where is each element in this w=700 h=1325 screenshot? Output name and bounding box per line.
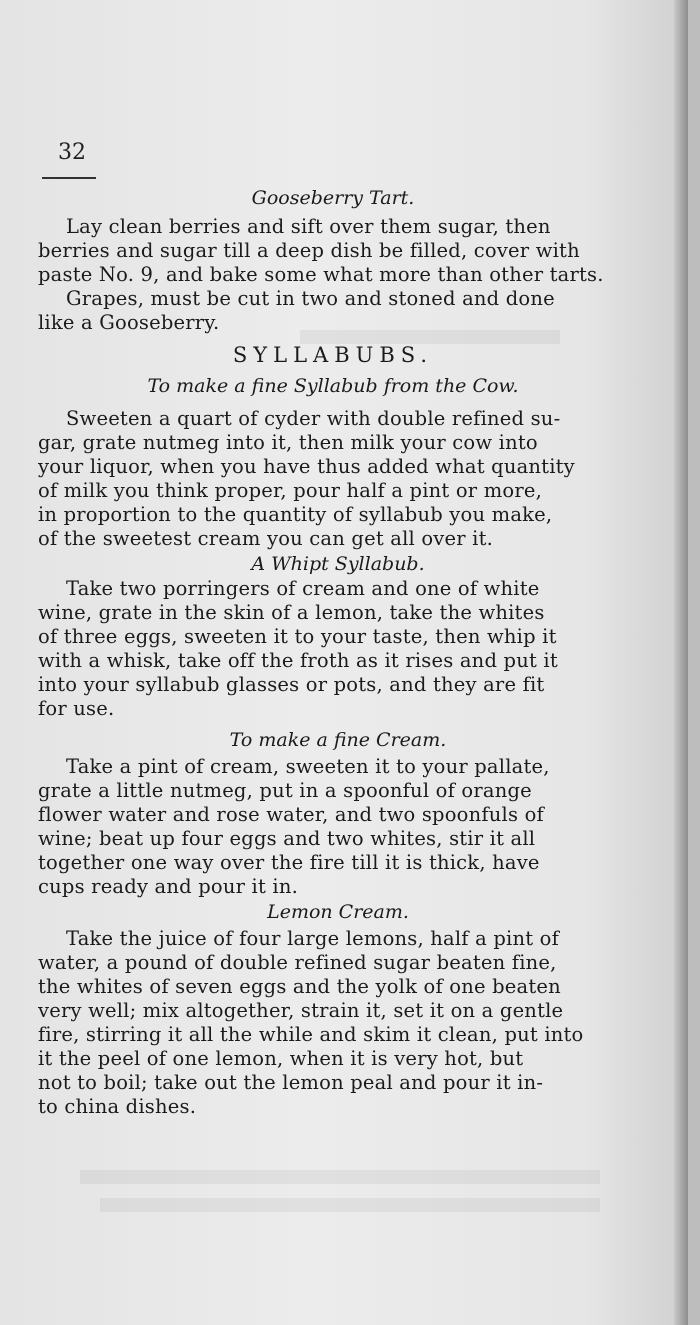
whipt-syllabub-title: A Whipt Syllabub. [251,553,425,575]
text-line: Take the juice of four large lemons, half a pint of [66,927,560,950]
text-line: Take a pint of cream, sweeten it to your pallate, [66,755,550,778]
text-line: like a Gooseberry. [38,311,220,334]
text-line: Take two porringers of cream and one of white [66,577,540,600]
text-line: berries and sugar till a deep dish be filled, cover with [38,239,580,262]
text-line: in proportion to the quantity of syllabub you make, [38,503,553,526]
text-line: Grapes, must be cut in two and stoned and done [66,287,555,310]
text-line: together one way over the fire till it is thick, have [38,851,540,874]
text-line: of milk you think proper, pour half a pint or more, [38,479,543,502]
fine-cream-title: To make a fine Cream. [229,729,447,751]
text-line: Lay clean berries and sift over them sugar, then [66,215,551,238]
text-line: to china dishes. [38,1095,197,1118]
page-number: 32 [58,140,86,165]
text-line: of three eggs, sweeten it to your taste, then whip it [38,625,557,648]
text-line: with a whisk, take off the froth as it rises and put it [38,649,558,672]
text-line: gar, grate nutmeg into it, then milk your cow into [38,431,538,454]
text-line: for use. [38,697,115,720]
text-line: wine; beat up four eggs and two whites, stir it all [38,827,536,850]
gooseberry-tart-title: Gooseberry Tart. [251,187,415,209]
syllabubs-heading: SYLLABUBS. [232,343,434,367]
bleed-through-smudge [80,1170,600,1184]
text-line: the whites of seven eggs and the yolk of one beaten [38,975,561,998]
text-line: into your syllabub glasses or pots, and they are fit [38,673,545,696]
text-line: Sweeten a quart of cyder with double refined su- [66,407,561,430]
bleed-through-smudge [100,1198,600,1212]
text-line: your liquor, when you have thus added what quantity [38,455,575,478]
text-line: cups ready and pour it in. [38,875,298,898]
fine-syllabub-title: To make a fine Syllabub from the Cow. [147,375,519,397]
text-line: fire, stirring it all the while and skim it clean, put into [38,1023,584,1046]
text-line: water, a pound of double refined sugar beaten fine, [38,951,557,974]
page-text [38,187,604,1119]
text-line: wine, grate in the skin of a lemon, take the whites [38,601,545,624]
page-number-rule [42,177,96,179]
page-edge-shadow [674,0,688,1325]
text-line: it the peel of one lemon, when it is very hot, but [38,1047,524,1070]
text-line: grate a little nutmeg, put in a spoonful of orange [38,779,532,802]
text-line: flower water and rose water, and two spoonfuls of [38,803,544,826]
text-line: of the sweetest cream you can get all over it. [38,527,494,550]
text-line: not to boil; take out the lemon peal and pour it in- [38,1071,544,1094]
text-line: very well; mix altogether, strain it, set it on a gentle [38,999,564,1022]
text-line: paste No. 9, and bake some what more than other tarts. [38,263,604,286]
lemon-cream-title: Lemon Cream. [267,901,409,923]
